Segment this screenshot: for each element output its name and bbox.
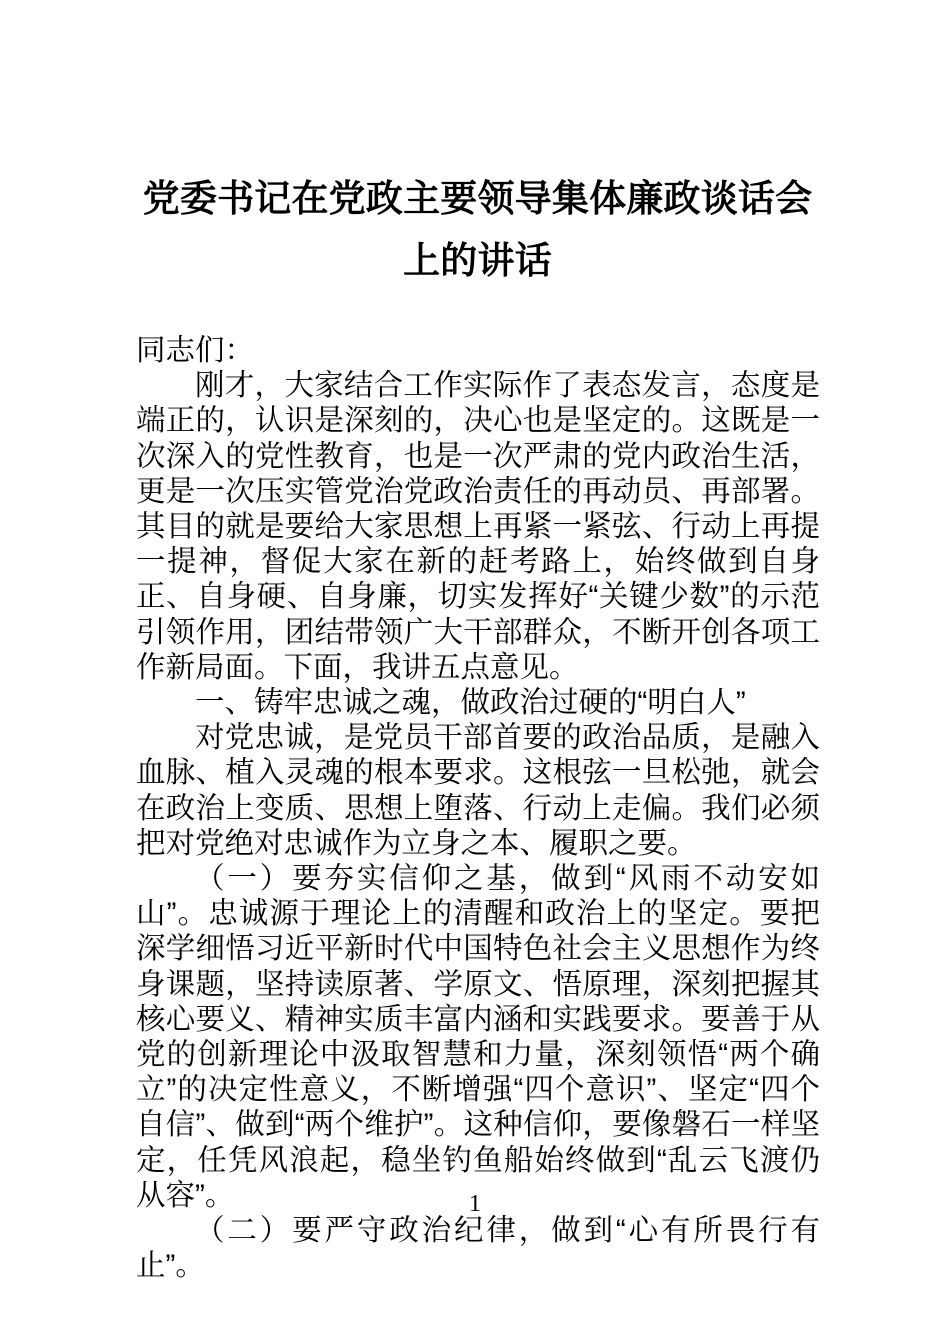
paragraph-section-1-intro: 对党忠诚，是党员干部首要的政治品质，是融入血脉、植入灵魂的根本要求。这根弦一旦松弛，就会在政治上变质、思想上堕落、行动上走偏。我们必须把对党绝对忠诚作为立身之本、履职之要。: [136, 721, 820, 860]
paragraph-section-1-item-1: （一）要夯实信仰之基，做到“风雨不动安如山”。忠诚源于理论上的清醒和政治上的坚定。要把深学细悟习近平新时代中国特色社会主义思想作为终身课题，坚持读原著、学原文、悟原理，深刻把握其核心要义、精神实质丰富内涵和实践要求。要善于从党的创新理论中汲取智慧和力量，深刻领悟“两个确立”的决定性意义，不断增强“四个意识”、坚定“四个自信”、做到“两个维护”。这种信仰，要像磐石一样坚定，任凭风浪起，稳坐钓鱼船始终做到“乱云飞渡仍从容”。: [136, 862, 820, 1212]
page-title-line-1: 党委书记在党政主要领导集体廉政谈话会: [142, 178, 813, 219]
page-number: 1: [469, 1191, 481, 1217]
page-title-line-2: 上的讲话: [403, 240, 552, 281]
page-title: [136, 168, 819, 292]
paragraph-salutation: 同志们：: [136, 334, 255, 367]
paragraph-section-1-item-2: （二）要严守政治纪律，做到“心有所畏行有止”。: [136, 1214, 820, 1283]
document-body: [136, 333, 820, 1283]
paragraph-opening: 刚才，大家结合工作实际作了表态发言，态度是端正的，认识是深刻的，决心也是坚定的。这既是一次深入的党性教育，也是一次严肃的党内政治生活，更是一次压实管党治党政治责任的再动员、再部署。其目的就是要给大家思想上再紧一紧弦、行动上再提一提神，督促大家在新的赶考路上，始终做到自身正、自身硬、自身廉，切实发挥好“关键少数”的示范引领作用，团结带领广大干部群众，不断开创各项工作新局面。下面，我讲五点意见。: [136, 369, 820, 684]
paragraph-heading-1: 一、铸牢忠诚之魂，做政治过硬的“明白人”: [195, 686, 746, 720]
